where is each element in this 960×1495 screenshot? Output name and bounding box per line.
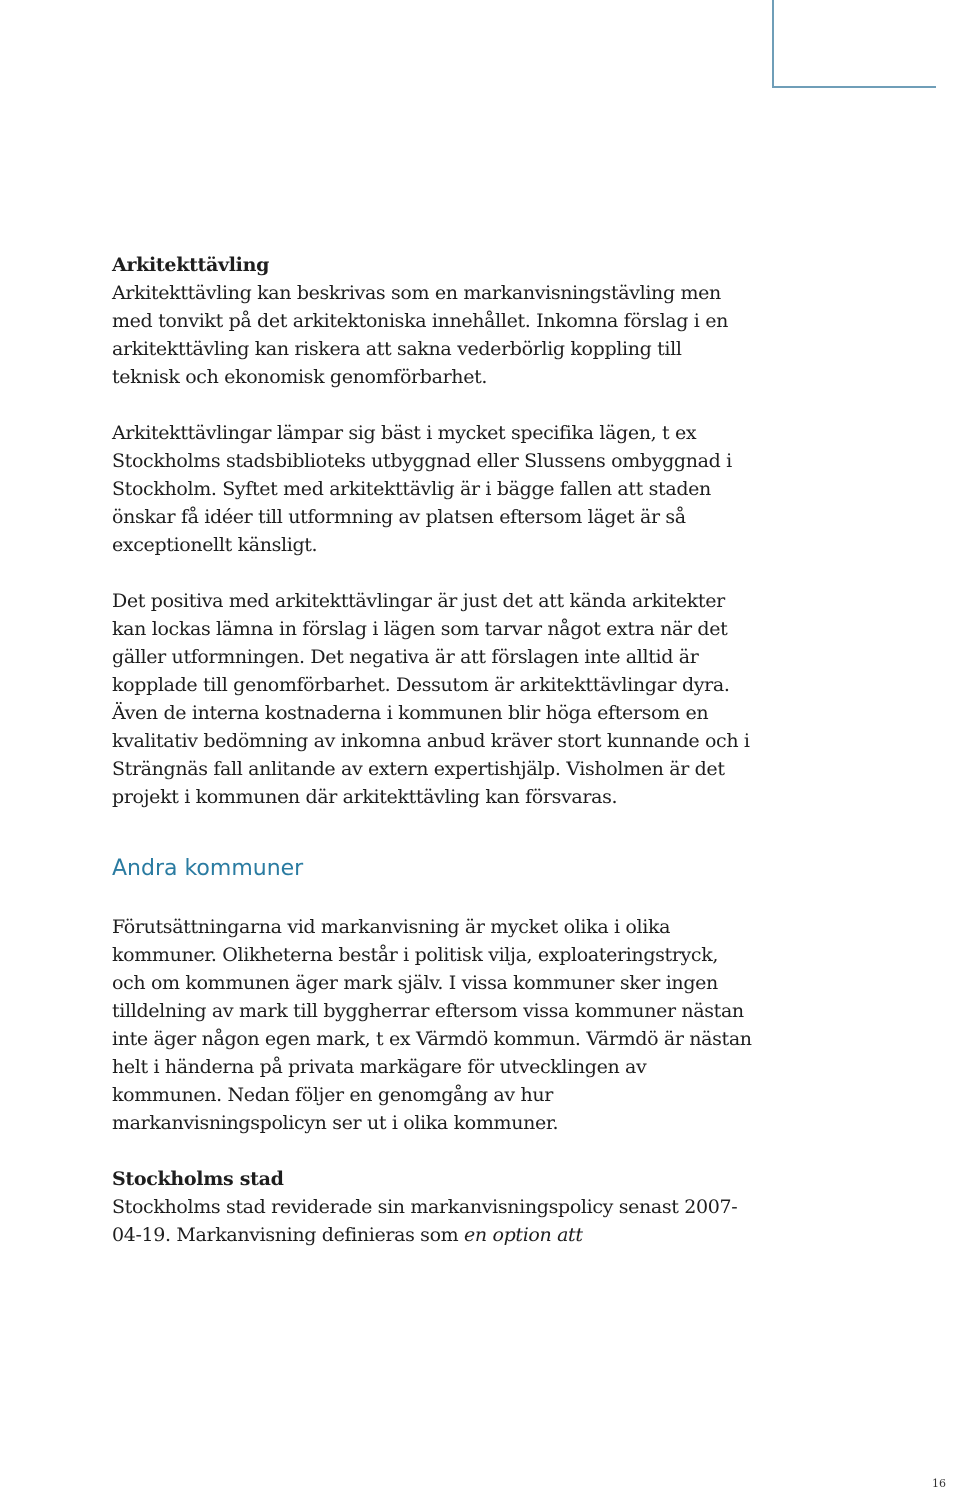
page-number: 16 [932,1477,946,1490]
section-title-andra-kommuner: Andra kommuner [112,856,304,881]
paragraph-arkitekttavling-3: Det positiva med arkitekttävlingar är just det att kända arkitekter kan lockas lämna in förslag i lägen som tarvar något extra när det gäller utformningen. Det negativa är att förslagen inte alltid är kopplade till genomförbarhet. Dessutom är arkitekttävlingar dyra. Även de interna kostnaderna i kommunen blir höga eftersom en kvalitativ bedömning av inkomna anbud kräver stort kunnande och i Strängnäs fall anlitande av extern expertishjälp. Visholmen är det projekt i kommunen där arkitekttävling kan försvaras. [112,590,750,808]
document-body [112,251,752,1249]
paragraph-arkitekttavling-1: Arkitekttävling kan beskrivas som en markanvisningstävling men med tonvikt på det arkitektoniska innehållet. Inkomna förslag i en arkitekttävling kan riskera att sakna vederbörlig koppling till teknisk och ekonomisk genomförbarhet. [112,282,728,388]
corner-frame-horizontal-line [772,86,936,88]
paragraph-stockholms-stad-italic: en option att [464,1224,583,1246]
paragraph-spacer [112,391,752,419]
section-spacer [112,883,752,913]
heading-arkitekttavling: Arkitekttävling [112,254,270,276]
section-spacer [112,811,752,855]
heading-stockholms-stad: Stockholms stad [112,1168,284,1190]
paragraph-stockholms-stad-1 [112,1193,752,1249]
paragraph-andra-kommuner-1: Förutsättningarna vid markanvisning är mycket olika i olika kommuner. Olikheterna består i politisk vilja, exploateringstryck, och om kommunen äger mark själv. I vissa kommuner sker ingen tilldelning av mark till byggherrar eftersom vissa kommuner nästan inte äger någon egen mark, t ex Värmdö kommun. Värmdö är nästan helt i händerna på privata markägare för utvecklingen av kommunen. Nedan följer en genomgång av hur markanvisningspolicyn ser ut i olika kommuner. [112,916,752,1134]
paragraph-stockholms-stad-text: Stockholms stad reviderade sin markanvisningspolicy senast 2007-04-19. Markanvisning definieras som [112,1196,738,1246]
corner-frame-vertical-line [772,0,774,88]
paragraph-spacer [112,1137,752,1165]
paragraph-arkitekttavling-2: Arkitekttävlingar lämpar sig bäst i mycket specifika lägen, t ex Stockholms stadsbiblioteks utbyggnad eller Slussens ombyggnad i Stockholm. Syftet med arkitekttävlig är i bägge fallen att staden önskar få idéer till utformning av platsen eftersom läget är så exceptionellt känsligt. [112,422,732,556]
paragraph-spacer [112,559,752,587]
